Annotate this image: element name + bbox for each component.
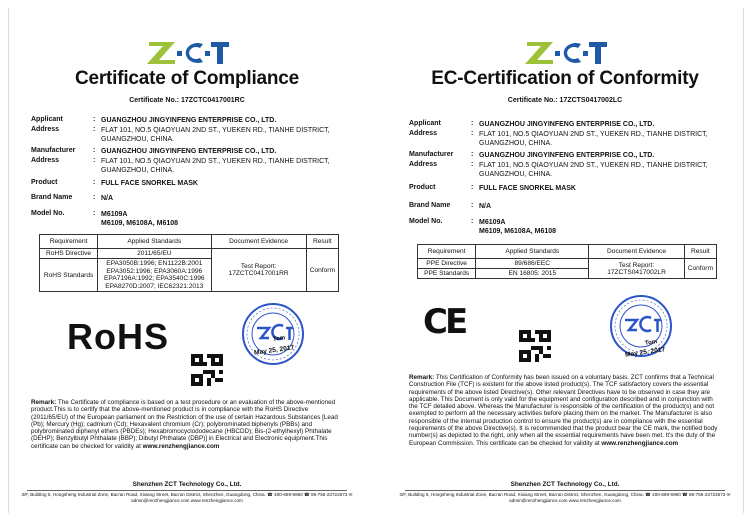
table-cell: PPE Directive — [418, 259, 476, 269]
brand-name-value: N/A — [101, 195, 114, 202]
standards-table — [417, 244, 717, 279]
signature-date: May 25, 2017 — [253, 344, 295, 357]
applicant-address-value: FLAT 101, NO.5 QIAOYUAN 2ND ST., YUEKEN RD., TIANHE DISTRICT, GUANGZHOU, CHINA. — [101, 127, 330, 143]
table-header: Result — [306, 235, 338, 249]
evidence-cell: Test Report: 17ZCTC0417001RR — [211, 249, 306, 292]
issuer-company: Shenzhen ZCT Technology Co., Ltd. — [132, 481, 242, 488]
address-label: Address — [409, 161, 438, 168]
certificate-number: Certificate No.: 17ZCTS0417002LC — [507, 97, 623, 104]
model-no-value-2: M6109, M6108A, M6108 — [479, 228, 557, 235]
table-row — [40, 249, 339, 259]
applicant-value: GUANGZHOU JINGYINFENG ENTERPRISE CO., LTD. — [479, 121, 655, 128]
certificate-title: EC-Certification of Conformity — [431, 68, 699, 89]
applicant-value: GUANGZHOU JINGYINFENG ENTERPRISE CO., LTD. — [101, 117, 277, 124]
table-header: Applied Standards — [98, 235, 211, 249]
remark-link[interactable]: www.renzhengjiance.com — [142, 442, 220, 450]
table-header-row — [418, 245, 717, 259]
ce-mark: CE — [423, 302, 466, 342]
manufacturer-value: GUANGZHOU JINGYINFENG ENTERPRISE CO., LTD. — [101, 148, 277, 155]
issuer-address: 3/F, Building 5, Hongsheng Industrial Zone, Bao'an Road, Xixiang Street, Bao'an District, Shenzhen, Guangdong, China. ☎ 400-669-6960 ☎ 86-755-23722673 ✉ admin@renzhengjiance.com www.renzhengjiance.com — [21, 492, 353, 503]
table-cell: RoHS Directive — [40, 249, 98, 259]
table-row — [418, 259, 717, 269]
manufacturer-label: Manufacturer — [31, 147, 76, 154]
model-no-value-2: M6109, M6108A, M6108 — [101, 220, 179, 227]
product-value: FULL FACE SNORKEL MASK — [479, 185, 576, 192]
table-header: Applied Standards — [476, 245, 589, 259]
manufacturer-label: Manufacturer — [409, 151, 454, 158]
remark-text — [409, 374, 719, 447]
rohs-mark: RoHS — [67, 316, 169, 357]
signature-name: Tom — [272, 335, 286, 343]
footer-divider — [27, 490, 347, 491]
brand-name-value: N/A — [479, 203, 492, 210]
issuer-company: Shenzhen ZCT Technology Co., Ltd. — [510, 481, 620, 488]
result-cell: Conform — [684, 259, 716, 279]
table-cell: EPA3050B:1996; EN1122B:2001 EPA3052:1996; EPA3060A:1996 EPA7196A:1992; EPA3540C:1996 EPA8270D:2007; IEC62321:2013 — [98, 259, 211, 292]
certificate-compliance: Certificate of Compliance Certificate No.: 17ZCTC0417001RC Applicant : GUANGZHOU JINGYINFENG ENTERPRISE CO., LTD. Address : FLAT 101, NO.5 QIAOYUAN 2ND ST., YUEKEN RD., TIANHE DISTRICT, GUANGZHOU, CHINA. Manufacturer : GUANGZHOU JINGYINFENG ENTERPRISE CO., LTD. Address : FLAT 101, NO.5 QIAOYUAN 2ND ST., YUEKEN RD., TIANHE DISTRICT, GUANGZHOU, CHINA. Product : FULL FACE SNORKEL MASK Brand Name : N/A Model No. : M6109A M6109, M6108A, M6108 Requirement Applied Standards Document Evidence Result RoHS Directive 2011/65/EU Test Report: 17ZCTC0417001RR Conform RoHS Standards EPA3050B:1996; EN1122B:2001 EPA3052:1996; EPA3060A:1996 EPA7196A:1992; EPA3540C:1996 EPA8270D:2007; IEC62321:2013 RoHS Tom May 25, 2017 Remark: The Certificate of compliance is based on a test procedure or an evaluation of the above-mentioned product.This is to certify that the above-mentioned product is in compliance with the RoHS Directive (2011/65/EU) of the European parliament on the Restriction of the use of certain Hazardous Substances [Lead (Pb); Mercury (Hg); cadmium (Cd); Hexavalent chromium (Cr); polybrominated biphenyls (PBBs) and polybrominated diphenyl ethers (PBDEs); Hexabromocyclododecane (HBCDD); Bis-(2-ethylhexyl) Phthalate (DEHP); Benzylbutyl Phthalate (BBP); Dibutyl Phthalate (DBP)] in Electrical and Electronic equipment.This certificate can be checked for validity at www.renzhengjiance.com Shenzhen ZCT Technology Co., Ltd. 3/F, Building 5, Hongsheng Industrial Zone, Bao'an Road, Xixiang Street, Bao'an District, Shenzhen, Guangdong, China. ☎ 400-669-6960 ☎ 86-755-23722673 ✉ admin@renzhengjiance.com www.renzhengjiance.com — [8, 8, 365, 513]
applicant-address-value: FLAT 101, NO.5 QIAOYUAN 2ND ST., YUEKEN RD., TIANHE DISTRICT, GUANGZHOU, CHINA. — [479, 131, 708, 147]
table-header: Requirement — [40, 235, 98, 249]
product-label: Product — [31, 179, 58, 186]
result-cell: Conform — [306, 249, 338, 292]
table-header: Document Evidence — [589, 245, 684, 259]
certificate-number: Certificate No.: 17ZCTC0417001RC — [129, 97, 245, 104]
address-label: Address — [31, 126, 60, 133]
address-label: Address — [31, 157, 60, 164]
zct-logo — [9, 38, 365, 72]
remark-label: Remark: — [31, 399, 57, 406]
manufacturer-value: GUANGZHOU JINGYINFENG ENTERPRISE CO., LTD. — [479, 152, 655, 159]
applicant-label: Applicant — [409, 120, 441, 127]
table-cell: PPE Standards — [418, 269, 476, 279]
zct-logo — [387, 38, 743, 72]
certificate-title: Certificate of Compliance — [74, 68, 300, 89]
table-header: Requirement — [418, 245, 476, 259]
standards-table — [39, 234, 339, 292]
issuer-address: 3/F, Building 5, Hongsheng Industrial Zone, Bao'an Road, Xixiang Street, Bao'an District, Shenzhen, Guangdong, China. ☎ 400-669-6960 ☎ 86-755-23722673 ✉ admin@renzhengjiance.com www.renzhengjiance.com — [399, 492, 731, 503]
table-cell: 2011/65/EU — [98, 249, 211, 259]
remark-text — [31, 399, 341, 450]
qr-code-icon — [191, 354, 223, 386]
manufacturer-address-value: FLAT 101, NO.5 QIAOYUAN 2ND ST., YUEKEN RD., TIANHE DISTRICT, GUANGZHOU, CHINA. — [479, 162, 708, 178]
model-no-label: Model No. — [409, 218, 443, 225]
remark-label: Remark: — [409, 374, 435, 381]
table-cell: 89/686/EEC — [476, 259, 589, 269]
remark-link[interactable]: www.renzhengjiance.com — [601, 439, 679, 447]
table-header: Result — [684, 245, 716, 259]
qr-code-icon — [519, 330, 551, 362]
table-cell: EN 16805: 2015 — [476, 269, 589, 279]
certification-seal-icon — [241, 302, 305, 366]
address-label: Address — [409, 130, 438, 137]
table-header: Document Evidence — [211, 235, 306, 249]
signature-name: Tom — [644, 339, 658, 347]
model-no-label: Model No. — [31, 210, 65, 217]
table-cell: RoHS Standards — [40, 259, 98, 292]
remark-body: The Certificate of compliance is based on a test procedure or an evaluation of the above-mentioned product.This is to certify that the above-mentioned product is in compliance with the RoHS Directive (2011/65/EU) of the European parliament on the Restriction of the use of certain Hazardous Substances [Lead (Pb); Mercury (Hg); cadmium (Cd); Hexavalent chromium (Cr); polybrominated biphenyls (PBBs) and polybrominated diphenyl ethers (PBDEs); Hexabromocyclododecane (HBCDD); Bis-(2-ethylhexyl) Phthalate (DEHP); Benzylbutyl Phthalate (BBP); Dibutyl Phthalate (DBP)] in Electrical and Electronic equipment.This certificate can be checked for validity at — [31, 399, 338, 450]
table-header-row — [40, 235, 339, 249]
manufacturer-address-value: FLAT 101, NO.5 QIAOYUAN 2ND ST., YUEKEN RD., TIANHE DISTRICT, GUANGZHOU, CHINA. — [101, 158, 330, 174]
evidence-cell: Test Report: 17ZCTS0417002LR — [589, 259, 684, 279]
brand-name-label: Brand Name — [409, 202, 451, 209]
signature-date: May 25, 2017 — [624, 346, 666, 359]
footer-divider — [405, 490, 725, 491]
model-no-value-1: M6109A — [479, 219, 506, 226]
brand-name-label: Brand Name — [31, 194, 73, 201]
product-label: Product — [409, 184, 436, 191]
remark-body: This Certification of Conformity has been issued on a voluntary basis. ZCT confirms that a Technical Construction File (TCF) is existent for the above listed product(s). The TCF satisfactory covers the essential requirements of the above listed Directive(s). Other relevant Directives have to be observed in case they are applicable. This Document is only valid for the equipment and configuration described and in conjunction with the TCF detailed above. Whereas the Manufacturer is responsible of the certification of the product(s) and not exempted to perform all the necessary activities before placing them on the market. The Manufacturer is also responsible of the internal production control to ensure the product(s) are in compliance with the essential requirements of the above Directive(s). It is recommended that the product bear the CE mark, the notified body number(s) as depicted to the right, only when all the essential requirements have been met. It's the duty of the European Commission. This certificate can be checked for validity at — [409, 374, 718, 447]
product-value: FULL FACE SNORKEL MASK — [101, 180, 198, 187]
applicant-label: Applicant — [31, 116, 63, 123]
certificate-conformity: EC-Certification of Conformity Certificate No.: 17ZCTS0417002LC Applicant : GUANGZHOU JINGYINFENG ENTERPRISE CO., LTD. Address : FLAT 101, NO.5 QIAOYUAN 2ND ST., YUEKEN RD., TIANHE DISTRICT, GUANGZHOU, CHINA. Manufacturer : GUANGZHOU JINGYINFENG ENTERPRISE CO., LTD. Address : FLAT 101, NO.5 QIAOYUAN 2ND ST., YUEKEN RD., TIANHE DISTRICT, GUANGZHOU, CHINA. Product : FULL FACE SNORKEL MASK Brand Name : N/A Model No. : M6109A M6109, M6108A, M6108 Requirement Applied Standards Document Evidence Result PPE Directive 89/686/EEC Test Report: 17ZCTS0417002LR Conform PPE Standards EN 16805: 2015 CE Tom May 25, 2017 Remark: This Certification of Conformity has been issued on a voluntary basis. ZCT confirms that a Technical Construction File (TCF) is existent for the above listed product(s). The TCF satisfactory covers the essential requirements of the above listed Directive(s). Other relevant Directives have to be observed in case they are applicable. This Document is only valid for the equipment and configuration described and in conjunction with the TCF detailed above. Whereas the Manufacturer is responsible of the certification of the product(s) and not exempted to perform all the necessary activities before placing them on the market. The Manufacturer is also responsible of the internal production control to ensure the product(s) are in compliance with the essential requirements of the above Directive(s). It is recommended that the product bear the CE mark, the notified body number(s) as depicted to the right, only when all the essential requirements have been met. It's the duty of the European Commission. This certificate can be checked for validity at www.renzhengjiance.com Shenzhen ZCT Technology Co., Ltd. 3/F, Building 5, Hongsheng Industrial Zone, Bao'an Road, Xixiang Street, Bao'an District, Shenzhen, Guangdong, China. ☎ 400-669-6960 ☎ 86-755-23722673 ✉ admin@renzhengjiance.com www.renzhengjiance.com — [387, 8, 744, 513]
model-no-value-1: M6109A — [101, 211, 128, 218]
